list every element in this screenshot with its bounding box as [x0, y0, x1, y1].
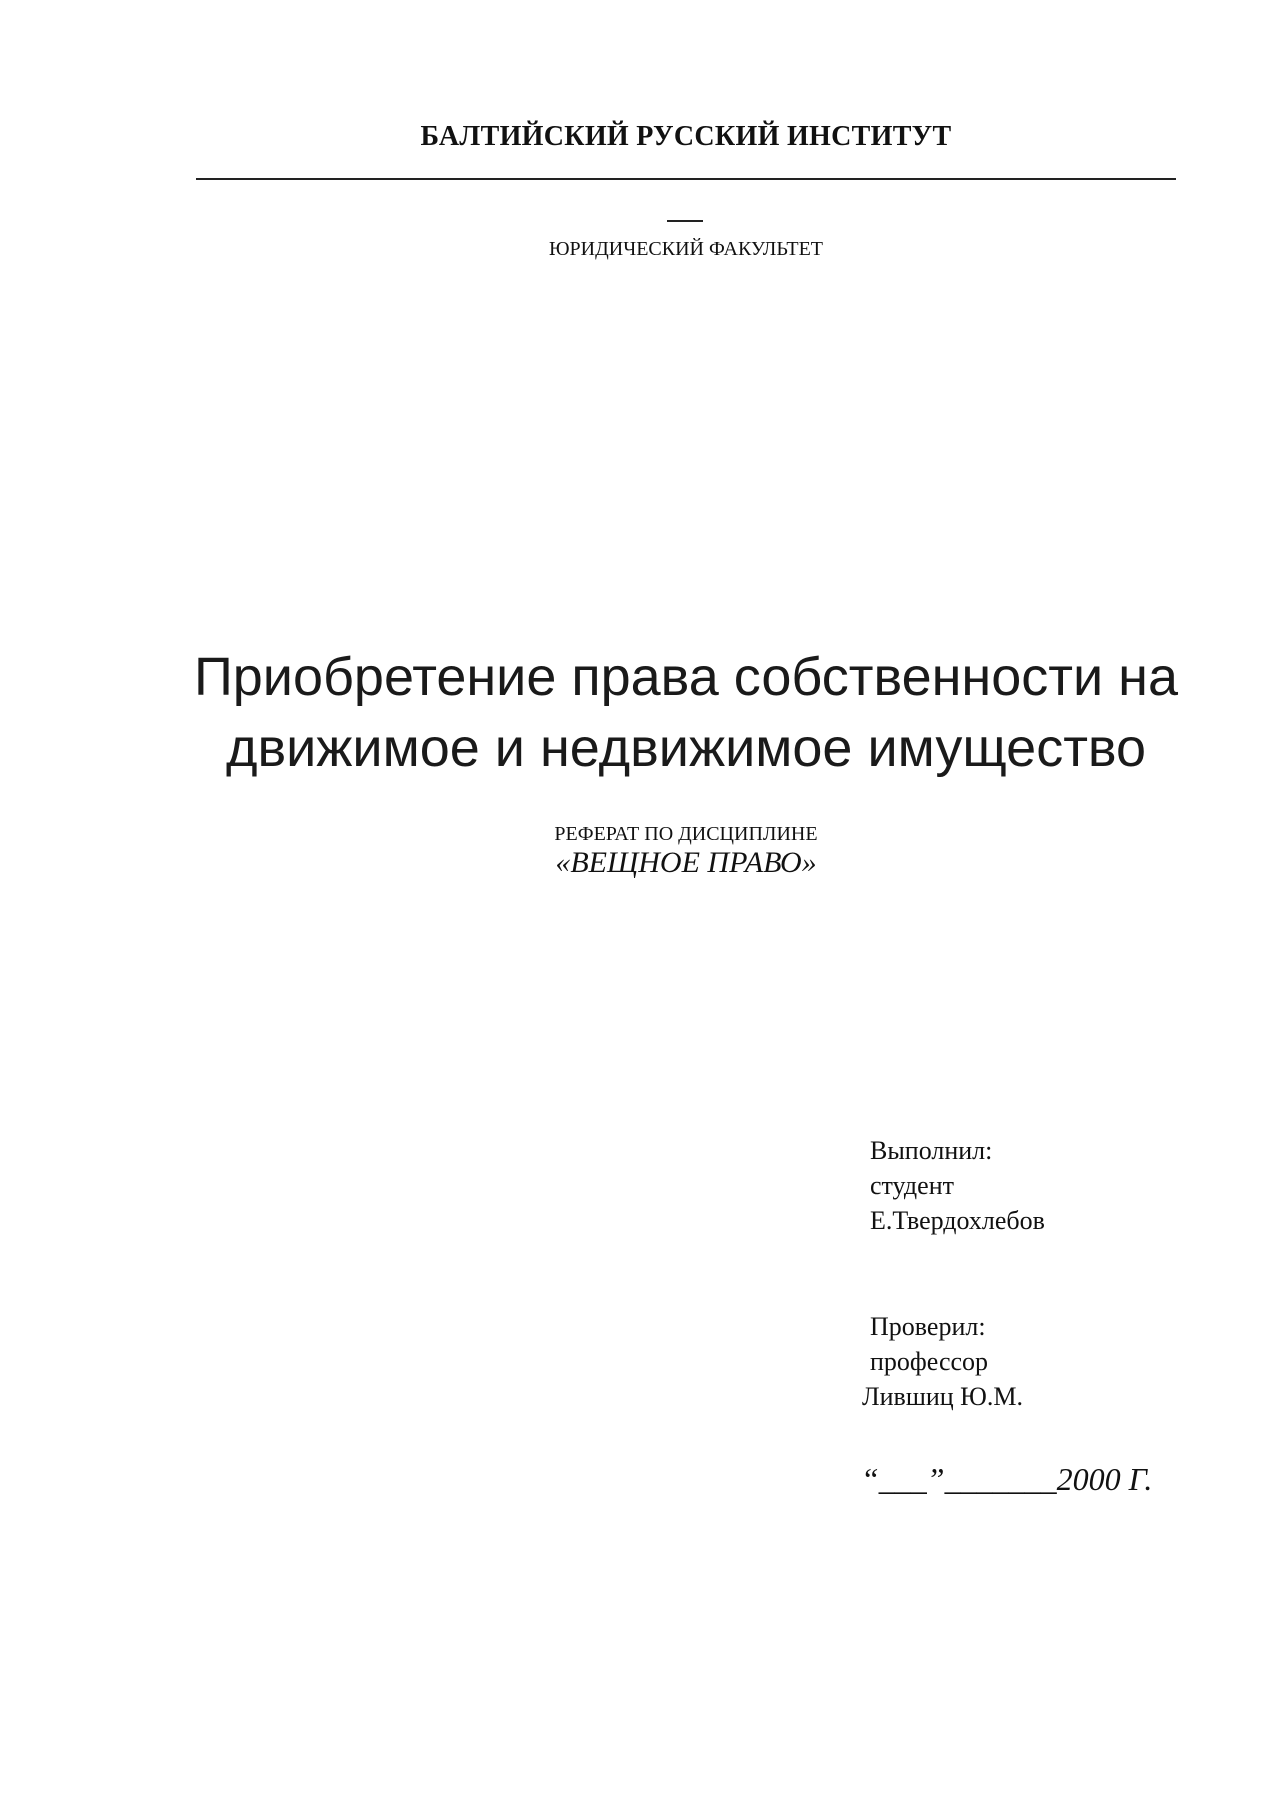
document-title-line-1: Приобретение права собственности на: [193, 647, 1179, 707]
document-title: [150, 642, 1222, 784]
faculty-name: ЮРИДИЧЕСКИЙ ФАКУЛЬТЕТ: [548, 238, 823, 260]
institute-name: БАЛТИЙСКИЙ РУССКИЙ ИНСТИТУТ: [420, 121, 952, 152]
performed-role: студент: [870, 1171, 954, 1200]
discipline-name: «ВЕЩНОЕ ПРАВО»: [555, 846, 817, 879]
document-subtitle: РЕФЕРАТ ПО ДИСЦИПЛИНЕ: [554, 823, 818, 845]
checked-role: профессор: [870, 1347, 989, 1376]
performed-name: Е.Твердохлебов: [870, 1206, 1045, 1235]
document-title-line-2: движимое и недвижимое имущество: [225, 718, 1147, 778]
date-line: “___”_______2000 Г.: [861, 1461, 1153, 1497]
header-divider: [196, 178, 1176, 180]
header-divider-short: [667, 220, 703, 222]
performed-label: Выполнил:: [870, 1136, 993, 1165]
checked-label: Проверил:: [870, 1312, 986, 1341]
checked-name: Лившиц Ю.М.: [862, 1382, 1024, 1411]
